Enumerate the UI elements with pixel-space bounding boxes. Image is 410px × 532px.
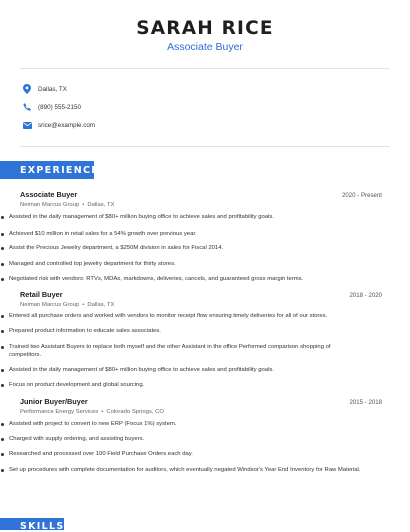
section-header-skills <box>0 518 64 530</box>
contact-location <box>22 83 67 95</box>
company-name: Neiman Marcus Group <box>20 302 80 308</box>
phone-text[interactable]: (890) 555-2150 <box>38 103 82 111</box>
bullet-item: Assisted with project to convert to new ERP (Focus 1%) system. <box>0 420 362 428</box>
company-location: Colorado Springs, CO <box>106 409 164 415</box>
map-pin-icon <box>22 84 32 94</box>
company-location: Dallas, TX <box>87 302 115 308</box>
resume-name: SARAH RICE <box>136 18 274 39</box>
job-company-line: Performance Energy Services • Colorado Springs, CO <box>20 409 164 415</box>
email-text[interactable]: srice@example.com <box>38 121 96 129</box>
bullet-item: Assist the Precious Jewelry department, a $250M division in sales for Fiscal 2014. <box>0 244 362 252</box>
bullet-item: Prepared product information to educate sales associates. <box>0 327 362 335</box>
section-title: EXPERIENCE <box>20 164 100 176</box>
contact-email <box>22 119 95 131</box>
bullet-item: Achieved $10 million in retail sales for a 54% growth over previous year. <box>0 230 362 238</box>
header-divider <box>20 68 390 69</box>
job-dates: 2015 - 2018 <box>349 399 382 406</box>
bullet-item: Charged with supply ordering, and assisting buyers. <box>0 435 362 443</box>
job-company-line: Neiman Marcus Group • Dallas, TX <box>20 202 115 208</box>
bullet-item: Trained two Assistant Buyers to replace both myself and the other Assistant in the office Performed comparison shopping of competitors. <box>0 343 362 359</box>
bullet-item: Entered all purchase orders and worked with vendors to monitor receipt flow ensuring timely deliveries for all of our stores. <box>0 312 362 320</box>
job-entry <box>20 397 382 415</box>
bullet-item: Assisted in the daily management of $80+ million buying office to achieve sales and profitability goals. <box>0 213 362 221</box>
job-title: Retail Buyer <box>20 290 63 299</box>
job-title: Junior Buyer/Buyer <box>20 397 88 406</box>
job-dates: 2020 - Present <box>342 192 382 199</box>
company-name: Neiman Marcus Group <box>20 202 80 208</box>
company-name: Performance Energy Services <box>20 409 99 415</box>
bullet-item: Focus on product development and global sourcing. <box>0 381 362 389</box>
bullet-item: Researched and processed over 100 Field Purchase Orders each day. <box>0 450 362 458</box>
bullet-item: Assisted in the daily management of $80+ million buying office to achieve sales and profitability goals. <box>0 366 362 374</box>
bullet-item: Negotiated risk with vendors: RTVs, MDAs, markdowns, deliveries, cancels, and guaranteed gross margin terms. <box>0 275 362 283</box>
bullet-item: Set up procedures with complete documentation for auditors, which eventually negated Windsor's Year End Inventory for Raw Material. <box>0 466 362 474</box>
job-dates: 2018 - 2020 <box>349 292 382 299</box>
job-entry <box>20 190 382 208</box>
resume-role: Associate Buyer <box>167 41 243 53</box>
section-title: SKILLS <box>20 521 65 532</box>
location-text: Dallas, TX <box>38 85 67 93</box>
job-title: Associate Buyer <box>20 190 78 199</box>
job-company-line: Neiman Marcus Group • Dallas, TX <box>20 302 115 308</box>
job-entry <box>20 290 382 308</box>
mail-icon <box>22 120 32 130</box>
contact-divider <box>20 146 390 147</box>
company-location: Dallas, TX <box>87 202 115 208</box>
bullet-item: Managed and controlled top jewelry department for thirty stores. <box>0 260 362 268</box>
phone-icon <box>22 102 32 112</box>
section-header-experience <box>0 161 100 179</box>
contact-phone <box>22 101 81 113</box>
